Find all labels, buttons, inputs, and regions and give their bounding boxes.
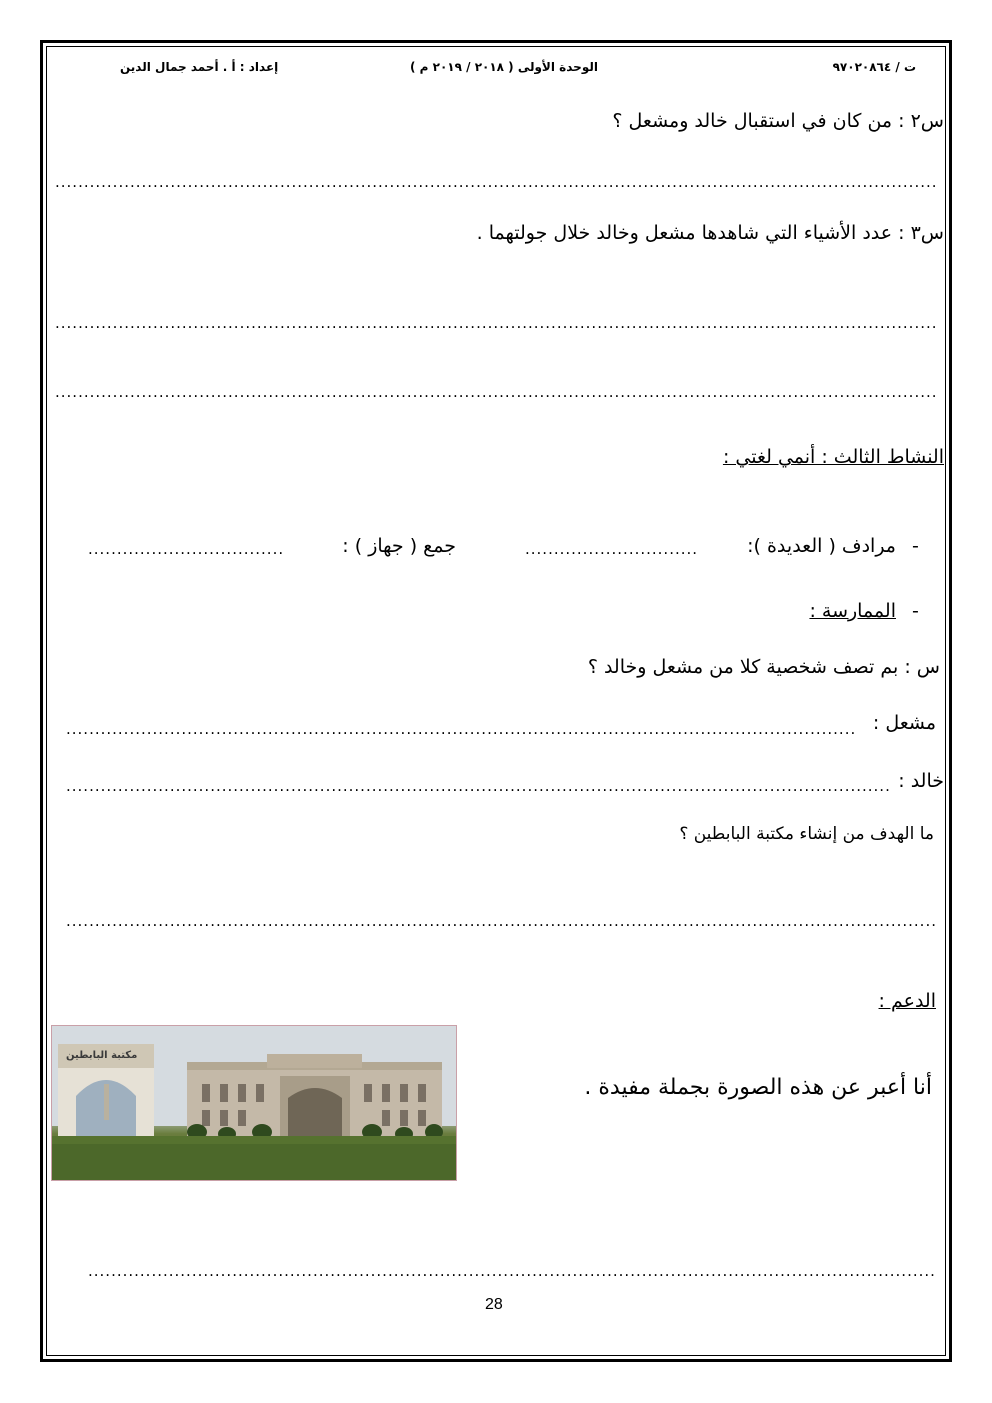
bullet-dash: -	[912, 535, 919, 557]
activity-3-title: النشاط الثالث : أنمي لغتي :	[722, 446, 944, 468]
support-title: الدعم :	[878, 990, 936, 1012]
library-photo	[51, 1025, 457, 1181]
library-sign-text: مكتبة البابطين	[66, 1050, 138, 1061]
header-author: إعداد : أ . أحمد جمال الدين	[120, 60, 279, 74]
header-unit: الوحدة الأولى ( ٢٠١٨ / ٢٠١٩ م )	[410, 60, 598, 74]
synonym-answer-line[interactable]: ..............................	[525, 540, 699, 558]
bullet-dash: -	[912, 600, 919, 622]
mishal-answer-line[interactable]: .........................................................................................................................................	[66, 720, 857, 738]
synonym-label: مرادف ( العديدة ):	[747, 535, 896, 557]
describe-question: س : بم تصف شخصية كلا من مشعل وخالد ؟	[587, 656, 940, 678]
library-question: ما الهدف من إنشاء مكتبة البابطين ؟	[679, 824, 934, 844]
khaled-label: خالد :	[898, 770, 944, 792]
page-number: 28	[485, 1296, 503, 1313]
library-answer-line[interactable]: .......................................................................................................................................................	[66, 912, 937, 930]
khaled-answer-line[interactable]: ...............................................................................................................................................	[66, 777, 891, 795]
answer-line-q3-1[interactable]: .........................................................................................................................................................	[55, 314, 938, 332]
support-prompt: أنا أعبر عن هذه الصورة بجملة مفيدة .	[584, 1075, 932, 1100]
mishal-label: مشعل :	[872, 712, 936, 734]
answer-line-q3-2[interactable]: .........................................................................................................................................................	[55, 383, 938, 401]
question-2: س٢ : من كان في استقبال خالد ومشعل ؟	[612, 110, 944, 132]
practice-title: الممارسة :	[809, 600, 896, 622]
plural-label: جمع ( جهاز ) :	[342, 535, 456, 557]
question-3: س٣ : عدد الأشياء التي شاهدها مشعل وخالد خلال جولتهما .	[476, 222, 944, 244]
header-phone: ت / ٩٧٠٢٠٨٦٤	[832, 60, 916, 74]
answer-line-q2[interactable]: .........................................................................................................................................................	[55, 173, 938, 191]
support-answer-line[interactable]: ...................................................................................................................................................	[88, 1262, 936, 1280]
plural-answer-line[interactable]: ..................................	[88, 540, 285, 558]
